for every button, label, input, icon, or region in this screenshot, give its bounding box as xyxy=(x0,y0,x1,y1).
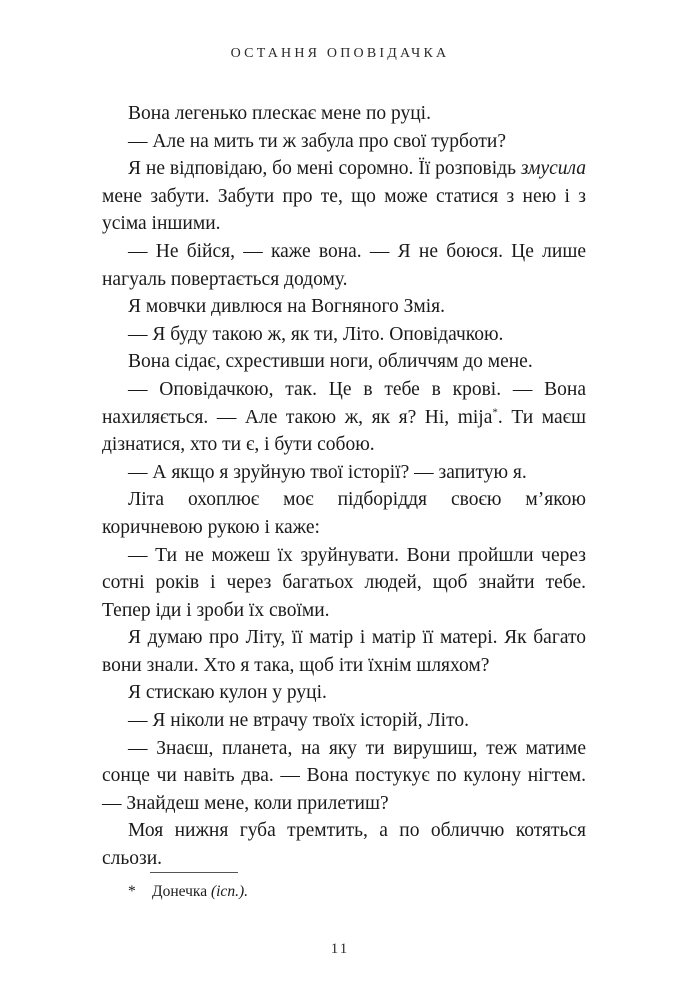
emphasized-word: змусила xyxy=(520,158,586,180)
paragraph: — А якщо я зруйную твої історії? — запитую я. xyxy=(128,461,527,483)
paragraph-text: — Оповідачкою, так. Це в тебе в крові. — Вона нахиляється. — Але такою ж, як я? Ні, mija xyxy=(102,378,586,428)
paragraph: — Але на мить ти ж забула про свої турботи? xyxy=(128,130,506,152)
paragraph xyxy=(102,155,586,238)
running-title: ОСТАННЯ ОПОВІДАЧКА xyxy=(230,46,450,61)
footnote-text: Донечка xyxy=(152,883,211,900)
footnote xyxy=(128,882,248,902)
paragraph: — Не бійся, — каже вона. — Я не боюся. Це лише нагуаль повертається додому. xyxy=(102,240,586,290)
paragraph: Вона сідає, схрестивши ноги, обличчям до мене. xyxy=(128,351,533,373)
paragraph xyxy=(102,376,586,459)
footnote-language-note: (ісп.). xyxy=(210,883,248,900)
paragraph: Літа охоплює моє підборіддя своєю м’якою коричневою рукою і каже: xyxy=(102,489,586,538)
paragraph-text: мене забути. Забути про те, що може статися з нею і з усіма іншими. xyxy=(102,185,586,235)
footnote-reference: * xyxy=(492,406,498,419)
paragraph: Вона легенько плескає мене по руці. xyxy=(128,103,431,124)
paragraph: — Ти не можеш їх зруйнувати. Вони пройшли через сотні років і через багатьох людей, щоб знайти тебе. Тепер іди і зроби їх своїми. xyxy=(102,544,586,621)
page-number: 11 xyxy=(330,941,350,957)
footnote-mark: * xyxy=(128,883,136,900)
paragraph-text: Я не відповідаю, бо мені соромно. Її розповідь xyxy=(128,158,521,180)
paragraph-text: . Ти маєш дізнатися, хто ти є, і бути собою. xyxy=(102,406,586,456)
paragraph: Я думаю про Літу, її матір і матір її матері. Як багато вони знали. Хто я така, щоб іти їхнім шляхом? xyxy=(102,627,586,676)
paragraph: — Я буду такою ж, як ти, Літо. Оповідачкою. xyxy=(128,323,504,345)
paragraph: Я мовчки дивлюся на Вогняного Змія. xyxy=(128,296,445,318)
paragraph: Я стискаю кулон у руці. xyxy=(128,682,327,704)
footnote-divider xyxy=(150,872,238,873)
paragraph: Моя нижня губа тремтить, а по обличчю котяться сльози. xyxy=(102,820,586,870)
paragraph: — Знаєш, планета, на яку ти вирушиш, теж матиме сонце чи навіть два. — Вона постукує по кулону нігтем. — Знайдеш мене, коли прилетиш? xyxy=(102,737,586,814)
body-text xyxy=(102,100,586,873)
paragraph: — Я ніколи не втрачу твоїх історій, Літо. xyxy=(128,710,469,732)
